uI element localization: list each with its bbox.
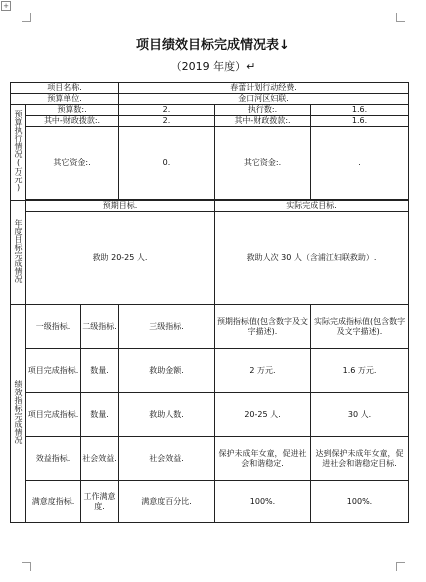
indicator-actual[interactable]: 达到保护未成年女童，促进社会和谐稳定目标. (311, 437, 409, 481)
indicator-level1: 项目完成指标. (26, 393, 81, 437)
table-row (11, 481, 409, 523)
budget-unit-value[interactable]: 金口河区妇联. (119, 94, 409, 105)
indicator-level1: 满意度指标. (26, 481, 81, 523)
table-row (11, 94, 409, 105)
table-row (11, 116, 409, 127)
margin-corner-bottom-left (22, 562, 31, 571)
indicator-level3: 救助金额. (119, 349, 215, 393)
budget-value[interactable]: 2. (119, 105, 215, 116)
table-row (11, 212, 409, 305)
project-name-label: 项目名称. (11, 83, 119, 94)
annual-section-label: 年度目标完成情况 (11, 201, 26, 305)
expected-header: 预期指标值(包含数字及文字描述). (215, 305, 311, 349)
other-exec-value[interactable]: . (311, 127, 409, 200)
level3-header: 三级指标. (119, 305, 215, 349)
margin-corner-top-right (396, 13, 405, 22)
indicator-level2: 工作满意度. (81, 481, 119, 523)
indicator-actual[interactable]: 1.6 万元. (311, 349, 409, 393)
table-row (11, 393, 409, 437)
document-subtitle: （2019 年度）↵ (170, 60, 256, 73)
indicator-level1: 效益指标. (26, 437, 81, 481)
margin-corner-top-left (22, 13, 31, 22)
level1-header: 一级指标. (26, 305, 81, 349)
table-row (11, 437, 409, 481)
fiscal-exec-label: 其中-财政拨款:. (215, 116, 311, 127)
table-row (11, 201, 409, 212)
table-row (11, 127, 409, 200)
margin-corner-bottom-right (396, 562, 405, 571)
level2-header: 二级指标. (81, 305, 119, 349)
annual-actual-value[interactable]: 救助人次 30 人（含浦江妇联救助）. (215, 212, 409, 305)
indicator-expected[interactable]: 100%. (215, 481, 311, 523)
indicator-level2: 社会效益. (81, 437, 119, 481)
indicator-expected[interactable]: 2 万元. (215, 349, 311, 393)
annual-expected-header: 预期目标. (26, 201, 215, 212)
indicator-level3: 满意度百分比. (119, 481, 215, 523)
table-row (11, 305, 409, 349)
table-row (11, 105, 409, 116)
indicator-level1: 项目完成指标. (26, 349, 81, 393)
indicator-level3: 社会效益. (119, 437, 215, 481)
exec-label: 执行数:. (215, 105, 311, 116)
exec-value[interactable]: 1.6. (311, 105, 409, 116)
fiscal-exec-value[interactable]: 1.6. (311, 116, 409, 127)
table-row (11, 349, 409, 393)
other-exec-label: 其它资金:. (215, 127, 311, 200)
indicator-level3: 救助人数. (119, 393, 215, 437)
indicator-actual[interactable]: 30 人. (311, 393, 409, 437)
indicator-actual[interactable]: 100%. (311, 481, 409, 523)
budget-label: 预算数:. (26, 105, 119, 116)
indicator-expected[interactable]: 保护未成年女童，促进社会和谐稳定. (215, 437, 311, 481)
indicator-section-label: 绩效指标完成情况 (11, 305, 26, 523)
other-funds-value[interactable]: 0. (119, 127, 215, 200)
fiscal-value[interactable]: 2. (119, 116, 215, 127)
document-title: 项目绩效目标完成情况表↓ (136, 38, 290, 53)
indicator-level2: 数量. (81, 393, 119, 437)
indicator-expected[interactable]: 20-25 人. (215, 393, 311, 437)
move-handle-icon[interactable]: + (1, 1, 11, 11)
annual-expected-value[interactable]: 救助 20-25 人. (26, 212, 215, 305)
project-name-value[interactable]: 春蕾计划行动经费. (119, 83, 409, 94)
annual-actual-header: 实际完成目标. (215, 201, 409, 212)
other-funds-label: 其它资金:. (26, 127, 119, 200)
performance-table (10, 82, 409, 523)
budget-section-label: 预算执行情况(万元) (11, 105, 26, 201)
budget-unit-label: 预算单位. (11, 94, 119, 105)
fiscal-label: 其中-财政拨款:. (26, 116, 119, 127)
indicator-level2: 数量. (81, 349, 119, 393)
table-row (11, 83, 409, 94)
actual-header: 实际完成指标值(包含数字及文字描述). (311, 305, 409, 349)
